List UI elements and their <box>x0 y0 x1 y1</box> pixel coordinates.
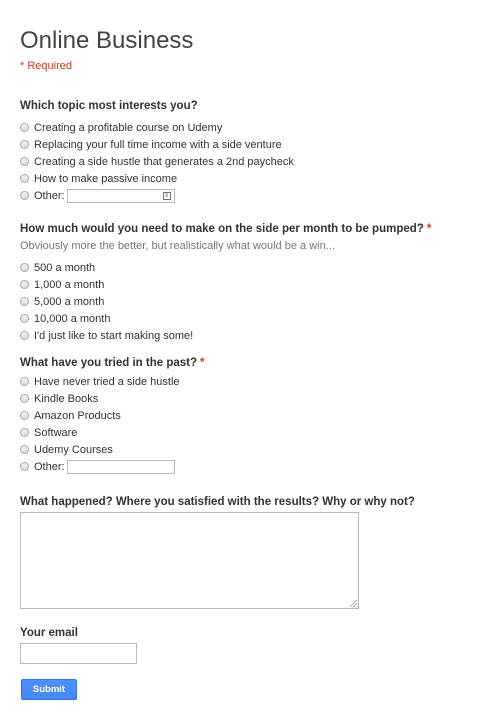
option-label: 1,000 a month <box>34 278 105 291</box>
radio-button[interactable] <box>20 445 29 454</box>
question-topic <box>20 98 470 204</box>
required-star: * <box>426 223 432 235</box>
option-udemy-course[interactable] <box>20 119 470 136</box>
resize-handle-icon[interactable] <box>350 600 357 607</box>
question-email-title: Your email <box>20 627 78 639</box>
option-udemy-courses[interactable] <box>20 441 470 458</box>
radio-button[interactable] <box>20 297 29 306</box>
email-field[interactable] <box>20 643 137 664</box>
option-start-some[interactable] <box>20 327 470 344</box>
radio-button[interactable] <box>20 314 29 323</box>
question-what-happened-title: What happened? Where you satisfied with the results? Why or why not? <box>20 496 415 508</box>
required-star: * <box>200 357 205 369</box>
radio-button[interactable] <box>20 331 29 340</box>
option-label: 500 a month <box>34 261 96 274</box>
question-monthly-goal-help: Obviously more the better, but realistically what would be a win... <box>20 240 335 252</box>
option-amazon-products[interactable] <box>20 407 470 424</box>
question-what-happened <box>20 494 470 510</box>
other-text-input[interactable] <box>67 189 175 203</box>
submit-button[interactable]: Submit <box>21 679 77 700</box>
question-email <box>20 625 470 641</box>
option-label: Replacing your full time income with a side venture <box>34 138 282 151</box>
radio-button[interactable] <box>20 174 29 183</box>
form-title: Online Business <box>20 27 194 54</box>
question-monthly-goal <box>20 221 470 344</box>
question-monthly-goal-options <box>20 259 470 344</box>
option-label: Other: <box>34 460 65 473</box>
radio-button[interactable] <box>20 263 29 272</box>
option-label: 10,000 a month <box>34 312 111 325</box>
option-label: Creating a profitable course on Udemy <box>34 121 223 134</box>
option-500[interactable] <box>20 259 470 276</box>
option-label: 5,000 a month <box>34 295 105 308</box>
option-label: Kindle Books <box>34 392 99 405</box>
option-label: How to make passive income <box>34 172 178 185</box>
radio-button[interactable] <box>20 157 29 166</box>
question-tried-past-options <box>20 373 470 475</box>
radio-button[interactable] <box>20 394 29 403</box>
option-1000[interactable] <box>20 276 470 293</box>
option-never-tried[interactable] <box>20 373 470 390</box>
autofill-icon[interactable]: ≡ <box>163 192 171 200</box>
required-note: * Required <box>20 60 72 72</box>
radio-button[interactable] <box>20 462 29 471</box>
option-software[interactable] <box>20 424 470 441</box>
radio-button[interactable] <box>20 428 29 437</box>
radio-button[interactable] <box>20 123 29 132</box>
radio-button[interactable] <box>20 411 29 420</box>
option-label: Udemy Courses <box>34 443 113 456</box>
other-text-input[interactable] <box>67 460 175 474</box>
option-label: Creating a side hustle that generates a 2nd paycheck <box>34 155 294 168</box>
radio-button[interactable] <box>20 191 29 200</box>
radio-button[interactable] <box>20 377 29 386</box>
question-text: How much would you need to make on the side per month to be pumped? <box>20 223 424 235</box>
question-tried-past-title <box>20 355 470 371</box>
option-other[interactable] <box>20 458 470 475</box>
option-label: Software <box>34 426 78 439</box>
radio-button[interactable] <box>20 280 29 289</box>
option-side-hustle[interactable] <box>20 153 470 170</box>
question-tried-past <box>20 355 470 475</box>
option-other[interactable] <box>20 187 470 204</box>
what-happened-textarea[interactable] <box>20 512 359 609</box>
option-5000[interactable] <box>20 293 470 310</box>
question-monthly-goal-title <box>20 221 470 237</box>
option-label: Other: <box>34 189 65 202</box>
option-label: I'd just like to start making some! <box>34 329 194 342</box>
question-topic-title: Which topic most interests you? <box>20 100 198 112</box>
question-text: What have you tried in the past? <box>20 357 197 369</box>
option-kindle-books[interactable] <box>20 390 470 407</box>
option-replace-income[interactable] <box>20 136 470 153</box>
option-label: Amazon Products <box>34 409 121 422</box>
question-topic-options <box>20 119 470 204</box>
option-passive-income[interactable] <box>20 170 470 187</box>
option-10000[interactable] <box>20 310 470 327</box>
option-label: Have never tried a side hustle <box>34 375 180 388</box>
radio-button[interactable] <box>20 140 29 149</box>
